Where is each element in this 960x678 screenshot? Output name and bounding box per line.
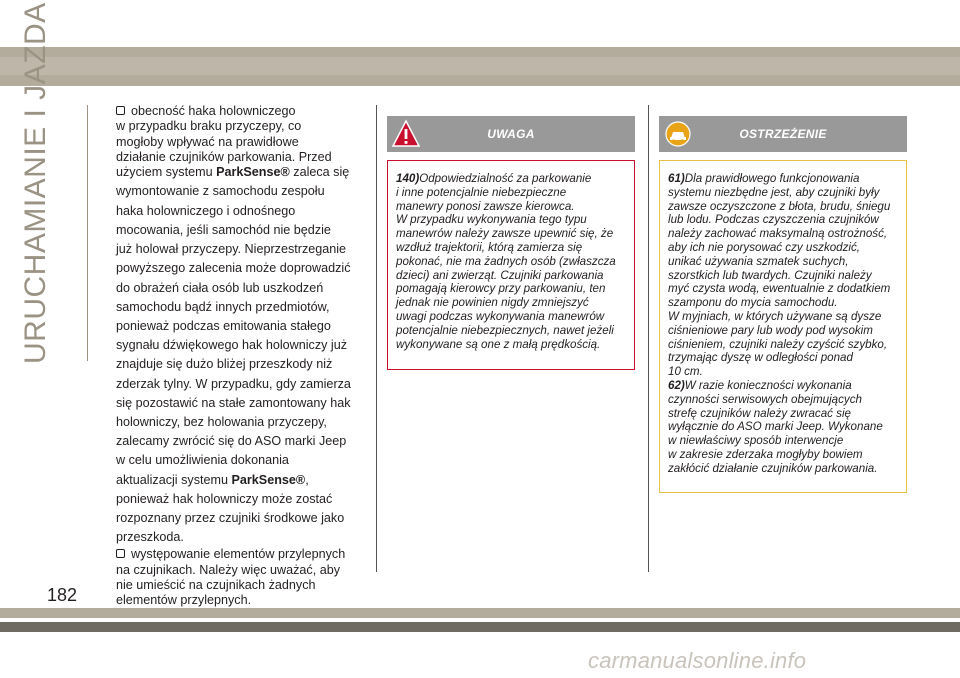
text-line: wzdłuż trajektorii, którą zamierza się (396, 240, 583, 254)
text-line: trzymając dyszę w odległości ponad (668, 351, 853, 365)
text-line: już holował przyczepy. Nieprzestrzeganie (116, 242, 347, 257)
caution-text: 61)Dla prawidłowego funkcjonowania (668, 172, 860, 185)
text-line: uwagi podczas wykonywania manewrów (396, 309, 605, 323)
page-number: 182 (47, 585, 78, 605)
text-line: ciśnieniem, czujniki należy czyścić szybko, (668, 337, 888, 351)
warning-text: 140)Odpowiedzialność za parkowanie (396, 172, 592, 185)
text-line: szorstkich lub twardych. Czujniki należy (668, 268, 872, 282)
text-line: obecność haka holowniczego (131, 104, 296, 118)
text-line: haka holowniczego i odnośnego (116, 203, 296, 218)
caution-title: OSTRZEŻENIE (739, 127, 827, 141)
text-line: w celu umożliwienia dokonania (116, 453, 289, 468)
text-line: zawsze oczyszczone z błota, brudu, śniegu (668, 199, 891, 213)
text-line: i inne potencjalnie niebezpieczne (396, 185, 567, 199)
text-line: myć czysta wodą, ewentualnie z dodatkiem (668, 282, 891, 296)
text-line: aktualizacji systemu ParkSense®, (116, 472, 309, 487)
text-line: pomagają kierowcy przy parkowaniu, ten (396, 282, 606, 296)
warning-box (387, 160, 635, 370)
text-line: zderzak tylny. W przypadku, gdy zamierza (116, 376, 351, 391)
text-line: ponieważ podczas emitowania stałego (116, 318, 331, 333)
text-line: czynności serwisowych obejmujących (668, 392, 862, 406)
list-item (116, 104, 368, 119)
paragraph (116, 119, 368, 547)
text-line: elementów przylepnych. (116, 593, 252, 608)
text-line: należy zachować maksymalną ostrożność, (668, 227, 888, 241)
text-line: mogłoby wpływać na prawidłowe (116, 134, 299, 149)
text-line: znajduje się dużo bliżej przeszkody niż (116, 357, 333, 372)
text-line: 10 cm. (668, 365, 703, 379)
text-line: manewry ponosi zawsze kierowca. (396, 199, 575, 213)
text-line: wykonywane są one z małą prędkością. (396, 337, 601, 351)
text-line: szamponu do mycia samochodu. (668, 296, 838, 310)
text-line: manewrów należy zawsze upewnić się, że (396, 227, 614, 241)
text-line: jednak nie powinien nigdy zmniejszyć (396, 296, 589, 310)
text-line: powyższego zalecenia może doprowadzić (116, 261, 351, 276)
text-line: na czujnikach. Należy więc uważać, aby (116, 562, 340, 577)
section-title-vertical: URUCHAMIANIE I JAZDA (19, 2, 52, 364)
text-line: W przypadku wykonywania tego typu (396, 213, 587, 227)
watermark: carmanualsonline.info (588, 648, 807, 673)
text-line: aby ich nie porysować czy uszkodzić, (668, 240, 861, 254)
text-line: potencjalnie niebezpiecznych, nawet jeżeli (396, 323, 614, 337)
text-line: zalecamy zwrócić się do ASO marki Jeep (116, 434, 347, 449)
text-line: lub lodu. Podczas czyszczenia czujników (668, 213, 879, 227)
text-line: zakłócić działanie czujników parkowania. (668, 461, 878, 475)
text-line: w niewłaściwy sposób interwencje (668, 434, 844, 448)
text-line: rozpoznany przez czujniki środkowe jako (116, 510, 345, 525)
list-item (116, 547, 368, 562)
column-divider (648, 105, 649, 572)
checkbox-bullet-icon (116, 106, 125, 115)
checkbox-bullet-icon (116, 549, 125, 558)
text-line: przeszkoda. (116, 530, 184, 545)
body-text-column (116, 104, 368, 609)
bottom-decor-band (0, 608, 960, 618)
text-line: wyłącznie do ASO marki Jeep. Wykonane (668, 420, 883, 434)
product-name: ParkSense® (231, 472, 306, 487)
text-line: mocowania, jeśli samochód nie będzie (116, 222, 331, 237)
text-line: strefę czujników należy zwracać się (668, 406, 851, 420)
caution-text: 62)W razie konieczności wykonania (668, 378, 852, 392)
text-line: ponieważ hak holowniczy może zostać (116, 491, 333, 506)
text-line: samochodu bądź innych przedmiotów, (116, 299, 330, 314)
text-line: sygnału dźwiękowego hak holowniczy już (116, 338, 348, 353)
top-decor-band (0, 47, 960, 86)
section-divider-line (87, 105, 88, 361)
caution-header (659, 116, 907, 152)
text-line: dzieci) ani zwierząt. Czujniki parkowania (396, 268, 604, 282)
warning-title: UWAGA (487, 127, 535, 141)
product-name: ParkSense® (216, 165, 290, 180)
column-divider (376, 105, 377, 572)
text-line: holowniczy, bez holowania przyczepy, (116, 414, 327, 429)
text-line: się pozostawić na stałe zamontowany hak (116, 395, 351, 410)
text-line: pokonać, nie ma żadnych osób (zwłaszcza (396, 254, 616, 268)
text-line: ciśnieniowe pary lub wody pod wysokim (668, 323, 873, 337)
text-line: występowanie elementów przylepnych (131, 547, 346, 562)
caution-box (659, 160, 907, 493)
warning-header (387, 116, 635, 152)
text-line: do obrażeń ciała osób lub uszkodzeń (116, 280, 324, 295)
text-line: W myjniach, w których używane są dysze (668, 309, 882, 323)
bottom-decor-band (0, 622, 960, 632)
text-line: systemu niezbędne jest, aby czujniki były (668, 185, 880, 199)
text-line: w zakresie zderzaka mogłyby bowiem (668, 447, 863, 461)
text-line: działanie czujników parkowania. Przed (116, 149, 332, 164)
text-line: nie umieścić na czujnikach żadnych (116, 577, 316, 592)
text-line: wymontowanie z samochodu zespołu (116, 184, 325, 199)
text-line: użyciem systemu ParkSense® zaleca się (116, 165, 350, 180)
text-line: w przypadku braku przyczepy, co (116, 119, 302, 134)
text-line: unikać używania szmatek suchych, (668, 254, 849, 268)
